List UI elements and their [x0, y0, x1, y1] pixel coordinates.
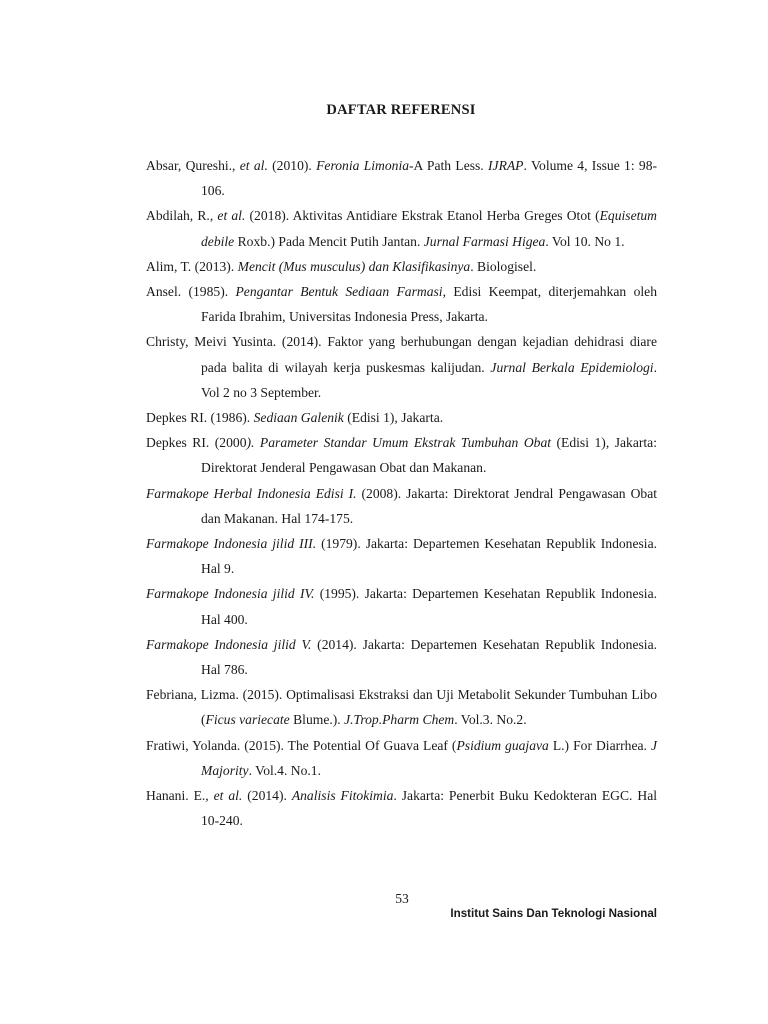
- reference-text: Absar, Qureshi.,: [146, 158, 240, 173]
- reference-text: . Volume 4, Issue 1: 98-106.: [201, 158, 658, 199]
- reference-text: Alim, T. (2013).: [146, 258, 238, 274]
- reference-text: Febriana, Lizma. (2015). Optimalisasi Ekstraksi dan Uji Metabolit Sekunder Tumbuhan Libo (: [146, 687, 657, 728]
- reference-italic-text: IJRAP: [488, 158, 524, 173]
- reference-text: (2008). Jakarta: Direktorat Jendral Pengawasan Obat dan Makanan. Hal 174-175.: [201, 485, 657, 526]
- reference-text: Christy, Meivi Yusinta. (2014). Faktor yang berhubungan dengan kejadian dehidrasi diare pada balita di wilayah kerja puskesmas kalijudan.: [146, 334, 657, 375]
- reference-entry: [146, 682, 657, 732]
- reference-text: . Jakarta: Penerbit Buku Kedokteran EGC. Hal 10-240.: [201, 788, 658, 829]
- reference-entry: [146, 279, 657, 329]
- reference-italic-text: Farmakope Indonesia jilid V.: [146, 636, 312, 652]
- reference-italic-text: Jurnal Berkala Epidemiologi: [490, 359, 654, 375]
- reference-list: [146, 153, 657, 833]
- reference-text: Depkes RI. (1986).: [146, 410, 254, 426]
- reference-text: . Vol.3. No.2.: [454, 712, 527, 728]
- page-number: 53: [395, 891, 409, 906]
- reference-italic-text: Farmakope Herbal Indonesia Edisi I.: [146, 485, 357, 501]
- reference-italic-text: J.Trop.Pharm Chem: [344, 712, 455, 728]
- reference-italic-text: Psidium guajava: [456, 737, 549, 753]
- reference-text: Hanani. E.,: [146, 788, 214, 804]
- reference-text: (2014). Jakarta: Departemen Kesehatan Republik Indonesia. Hal 786.: [201, 636, 658, 678]
- reference-text: (2018). Aktivitas Antidiare Ekstrak Etanol Herba Greges Otot (: [245, 208, 600, 224]
- reference-text: (1979). Jakarta: Departemen Kesehatan Republik Indonesia. Hal 9.: [201, 536, 658, 577]
- reference-text: , Edisi Keempat, diterjemahkan oleh Farida Ibrahim, Universitas Indonesia Press, Jakarta.: [201, 284, 657, 325]
- reference-text: L.) For Diarrhea.: [548, 737, 651, 753]
- footer-institution: Institut Sains Dan Teknologi Nasional: [450, 907, 657, 920]
- page-title: DAFTAR REFERENSI: [326, 102, 476, 118]
- reference-text: . Vol 10. No 1.: [545, 233, 625, 249]
- reference-entry: [146, 329, 657, 405]
- reference-italic-text: Sediaan Galenik: [253, 410, 344, 426]
- reference-italic-text: Farmakope Indonesia jilid III.: [146, 536, 317, 552]
- reference-italic-text: et al.: [213, 788, 243, 804]
- reference-italic-text: et al.: [217, 208, 246, 224]
- reference-text: (Edisi 1), Jakarta: Direktorat Jenderal Pengawasan Obat dan Makanan.: [201, 435, 657, 476]
- reference-text: -A Path Less.: [409, 158, 489, 173]
- reference-text: (2010).: [267, 158, 317, 173]
- reference-entry: [146, 203, 657, 253]
- reference-text: . Vol.4. No.1.: [248, 762, 321, 778]
- reference-text: Abdilah, R.,: [146, 208, 218, 224]
- reference-entry: [146, 632, 657, 682]
- reference-entry: [146, 430, 657, 480]
- reference-italic-text: Mencit (Mus musculus) dan Klasifikasinya: [237, 258, 471, 274]
- reference-text: (2014).: [242, 788, 292, 804]
- reference-text: (1995). Jakarta: Departemen Kesehatan Republik Indonesia. Hal 400.: [201, 586, 658, 627]
- reference-entry: [146, 733, 657, 783]
- reference-text: Ansel. (1985).: [146, 284, 236, 300]
- reference-italic-text: Pengantar Bentuk Sediaan Farmasi: [235, 284, 443, 300]
- reference-text: Depkes RI. (2000: [146, 435, 247, 451]
- reference-text: Blume.).: [289, 712, 345, 728]
- reference-text: Fratiwi, Yolanda. (2015). The Potential Of Guava Leaf (: [146, 737, 457, 753]
- reference-italic-text: Jurnal Farmasi Higea: [423, 233, 546, 249]
- reference-entry: [146, 405, 657, 430]
- reference-italic-text: Equisetum debile: [201, 208, 657, 249]
- reference-entry: [146, 581, 657, 631]
- reference-italic-text: J Majority: [201, 737, 657, 778]
- reference-italic-text: Feronia Limonia: [316, 158, 410, 173]
- reference-entry: [146, 783, 657, 833]
- reference-entry: [146, 153, 657, 203]
- reference-entry: [146, 481, 657, 531]
- reference-text: (Edisi 1), Jakarta.: [343, 410, 444, 426]
- reference-italic-text: Farmakope Indonesia jilid IV.: [146, 586, 315, 602]
- reference-italic-text: et al.: [239, 158, 268, 173]
- reference-text: . Biologisel.: [470, 258, 537, 274]
- reference-italic-text: ). Parameter Standar Umum Ekstrak Tumbuhan Obat: [246, 435, 552, 451]
- reference-entry: [146, 254, 657, 279]
- reference-italic-text: Analisis Fitokimia: [291, 788, 394, 804]
- reference-italic-text: Ficus variecate: [205, 712, 290, 728]
- reference-text: Roxb.) Pada Mencit Putih Jantan.: [234, 233, 424, 249]
- reference-text: . Vol 2 no 3 September.: [201, 359, 657, 400]
- reference-entry: [146, 531, 657, 581]
